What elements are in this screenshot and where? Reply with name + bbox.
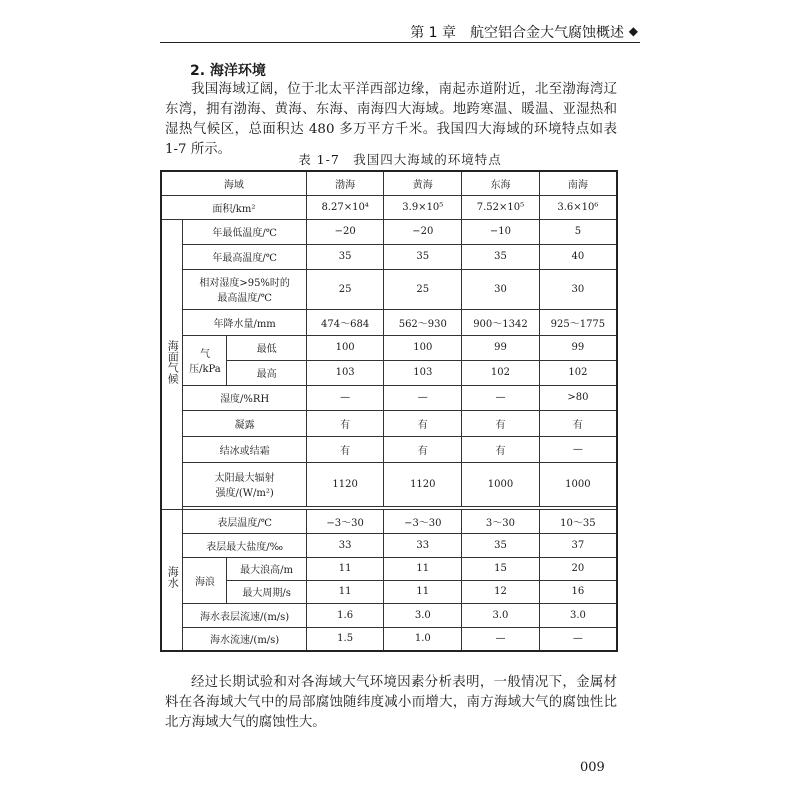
cell: 1.6 [306,603,384,627]
table-row [161,603,617,627]
cell: — [539,627,617,651]
row-label: 海水表层流速/(m/s) [183,603,306,627]
cell: 900～1342 [462,309,540,335]
cell: 11 [306,557,384,580]
cell: 3.9×10⁵ [384,195,462,219]
cell: 有 [306,410,384,436]
row-label: 年降水量/mm [183,309,306,335]
cell: 37 [539,533,617,557]
row-label-line1: 太阳最大辐射 [214,473,275,484]
sub-label: 最大周期/s [227,580,306,603]
sub-label: 最高 [227,360,306,385]
cell: 15 [462,557,540,580]
row-label-line1: 相对湿度>95%时的 [199,278,290,289]
row-label [183,462,306,506]
cell: 25 [384,269,462,309]
cell: 925～1775 [539,309,617,335]
table-row [161,335,617,360]
cell: 有 [384,436,462,462]
sea-environment-table [160,170,618,652]
table-header-row [161,171,617,195]
row-label: 结冰或结霜 [183,436,306,462]
cell: 33 [306,533,384,557]
table-row [161,195,617,219]
cell: 103 [306,360,384,385]
table-row [161,509,617,533]
table-caption: 表 1-7 我国四大海域的环境特点 [298,152,502,167]
cell: 1120 [384,462,462,506]
header-rule [160,42,640,43]
table-row [161,410,617,436]
cell: 1000 [462,462,540,506]
table-row [161,580,617,603]
page-header [0,22,800,42]
cell: 30 [539,269,617,309]
cell: 100 [306,335,384,360]
row-label-line2: 最高温度/℃ [217,293,272,304]
row-label: 年最高温度/℃ [183,244,306,269]
cell: −10 [462,219,540,244]
row-label: 表层最大盐度/‰ [183,533,306,557]
cell: 有 [539,410,617,436]
cell: −3～30 [384,509,462,533]
cell: 7.52×10⁵ [462,195,540,219]
table-row [161,627,617,651]
cell: 99 [462,335,540,360]
table-row [161,385,617,410]
cell: 3.0 [462,603,540,627]
col-nanhai: 南海 [539,171,617,195]
cell: 1120 [306,462,384,506]
intro-paragraph: 我国海域辽阔，位于北太平洋西部边缘，南起赤道附近，北至渤海湾辽东湾，拥有渤海、黄海、东海、南海四大海域。地跨寒温、暖温、亚湿热和湿热气候区，总面积达 480 多万平方千米。我国四大海域的环境特点如表 1-7 所示。 [165,82,617,157]
group-label-water [161,509,183,651]
cell: 5 [539,219,617,244]
sub-label: 最低 [227,335,306,360]
table-row [161,436,617,462]
cell: 12 [462,580,540,603]
cell: 1.5 [306,627,384,651]
cell: 有 [384,410,462,436]
cell: 11 [306,580,384,603]
cell: — [384,385,462,410]
row-label: 海水流速/(m/s) [183,627,306,651]
group-label-climate [161,219,183,509]
row-label: 海浪 [183,557,227,603]
cell: 10～35 [539,509,617,533]
section-title: 2. 海洋环境 [190,63,266,79]
chevron-decoration-icon: ◆ [628,24,638,38]
cell: — [462,627,540,651]
cell: 35 [462,533,540,557]
table-row [161,309,617,335]
cell: — [306,385,384,410]
cell: 103 [384,360,462,385]
cell: 35 [384,244,462,269]
table-row [161,462,617,506]
cell: 3.0 [539,603,617,627]
cell: 35 [306,244,384,269]
cell: 40 [539,244,617,269]
group-label-climate-text: 海面气候 [166,339,180,384]
header-label: 海域 [161,171,306,195]
col-huanghai: 黄海 [384,171,462,195]
col-donghai: 东海 [462,171,540,195]
cell: 474～684 [306,309,384,335]
cell: 3～30 [462,509,540,533]
table-row [161,219,617,244]
cell: 562～930 [384,309,462,335]
cell: 16 [539,580,617,603]
sub-label: 最大浪高/m [227,557,306,580]
table-row [161,244,617,269]
cell: 20 [539,557,617,580]
col-bohai: 渤海 [306,171,384,195]
table-row [161,557,617,580]
chapter-title: 第 1 章 航空铝合金大气腐蚀概述 [410,25,624,41]
cell: 1.0 [384,627,462,651]
cell: 25 [306,269,384,309]
row-label: 凝露 [183,410,306,436]
cell: 3.0 [384,603,462,627]
conclusion-paragraph: 经过长期试验和对各海域大气环境因素分析表明，一般情况下，金属材料在各海域大气中的局部腐蚀随纬度减小而增大，南方海域大气的腐蚀性比北方海域大气的腐蚀性大。 [165,675,617,730]
cell: 有 [462,436,540,462]
cell: 30 [462,269,540,309]
cell: 1000 [539,462,617,506]
cell: −3～30 [306,509,384,533]
cell: 35 [462,244,540,269]
cell: 100 [384,335,462,360]
cell: 3.6×10⁶ [539,195,617,219]
row-label: 湿度/%RH [183,385,306,410]
row-label: 面积/km² [161,195,306,219]
cell: 11 [384,580,462,603]
row-label: 年最低温度/℃ [183,219,306,244]
cell: −20 [384,219,462,244]
cell: — [462,385,540,410]
cell: 33 [384,533,462,557]
table-row [161,533,617,557]
cell: — [539,436,617,462]
cell: 11 [384,557,462,580]
cell: 有 [306,436,384,462]
row-label [183,269,306,309]
cell: >80 [539,385,617,410]
cell: 99 [539,335,617,360]
group-label-water-text: 海水 [166,566,180,589]
table-row [161,269,617,309]
cell: 102 [539,360,617,385]
cell: 8.27×10⁴ [306,195,384,219]
table-row [161,360,617,385]
row-label: 气压/kPa [183,335,227,385]
cell: −20 [306,219,384,244]
cell: 有 [462,410,540,436]
row-label: 表层温度/℃ [183,509,306,533]
row-label-line2: 强度/(W/m²) [215,488,274,499]
page-number: 009 [580,760,605,775]
cell: 102 [462,360,540,385]
